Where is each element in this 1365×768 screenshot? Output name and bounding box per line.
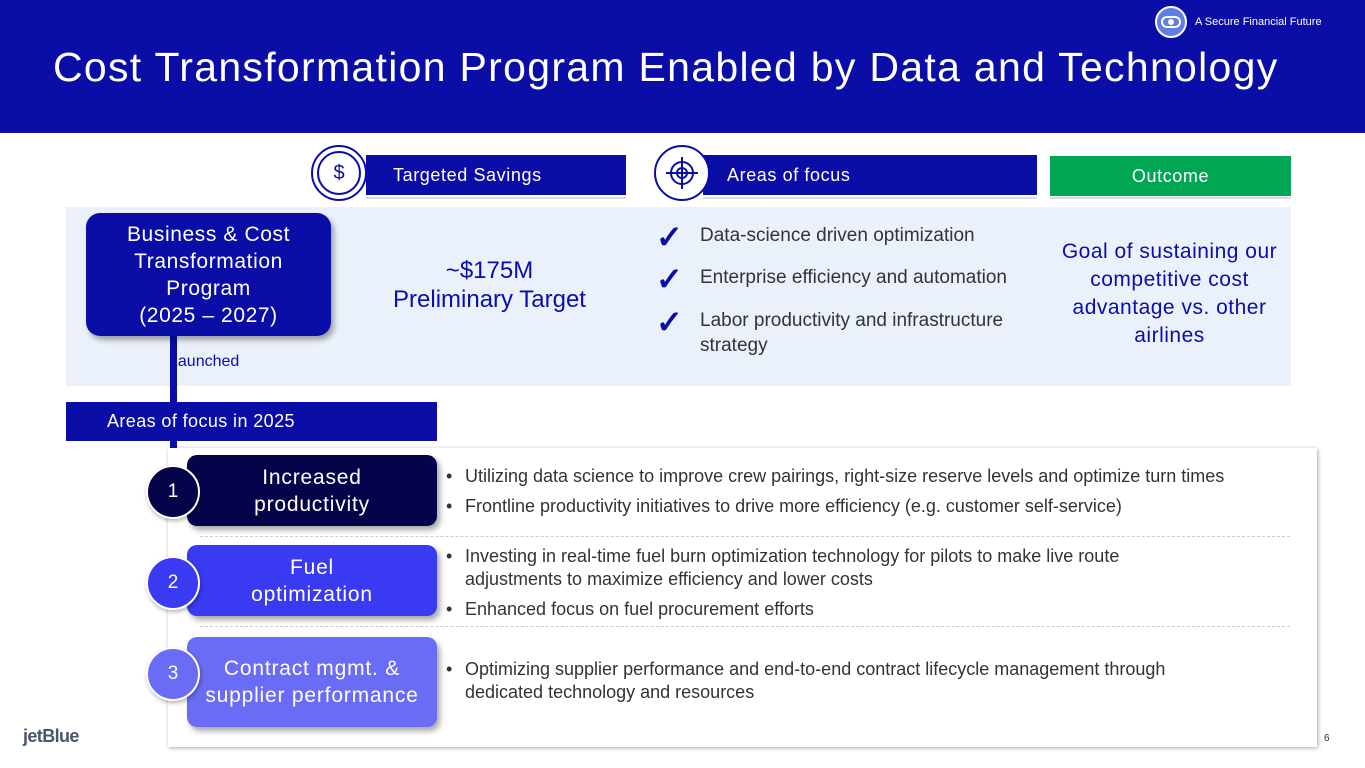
focus-item [656,304,1056,358]
jetblue-logo: jetBlue [23,726,79,746]
area-title-line: Contract mgmt. & [223,657,401,680]
targeted-savings-header [366,155,626,195]
areas-of-focus-header [703,155,1037,195]
savings-amount: ~$175M [445,257,534,284]
checkmark-icon: ✓ [656,304,683,340]
areas-of-focus-label: Areas of focus [727,164,851,185]
step-number-badge: 2 [146,556,200,610]
focus-header-shadow [703,197,1037,199]
area-title-line: supplier performance [205,684,419,707]
focus-item [656,219,1056,255]
bullet-item: • Investing in real-time fuel burn optimization technology for pilots to make live route adjustments to maximize efficiency and lower costs [446,545,1206,591]
row-divider [200,626,1290,627]
bullet-item: • Optimizing supplier performance and end-to-end contract lifecycle management through dedicated technology and resources [446,658,1246,704]
target-icon [654,145,710,201]
bullet-item: • Enhanced focus on fuel procurement efforts [446,598,1206,621]
outcome-text: Goal of sustaining our competitive cost advantage vs. other airlines [1061,240,1278,347]
program-box [86,213,331,336]
outcome-label: Outcome [1131,165,1210,186]
step-number-badge: 1 [146,465,200,519]
program-line: Business & Cost [126,222,291,246]
area-title-line: productivity [254,492,370,516]
outcome-header-shadow [1050,197,1291,199]
page-title: Cost Transformation Program Enabled by Data and Technology [53,44,1279,90]
area-title-line: Fuel [289,555,335,579]
program-line: (2025 – 2027) [139,303,278,327]
header-tagline: A Secure Financial Future [1195,16,1322,28]
focus-item-text: Enterprise efficiency and automation [700,267,1007,288]
program-line: Transformation [134,249,283,273]
program-line: Program [166,276,251,300]
savings-value [352,256,627,314]
program-status: Launched [169,353,240,370]
focus-item [656,261,1056,297]
bullet-list [446,465,1316,525]
savings-header-shadow [366,197,626,199]
bullet-item: • Frontline productivity initiatives to drive more efficiency (e.g. customer self-service) [446,495,1316,518]
step-number-badge: 3 [146,647,200,701]
checkmark-icon: ✓ [656,261,683,297]
outcome-header [1050,156,1291,196]
area-box-fuel [187,545,437,616]
row-divider [200,536,1290,537]
savings-target-label: Preliminary Target [393,286,586,313]
area-title-line: optimization [251,582,373,606]
secure-future-badge-icon [1155,6,1187,38]
bullet-list [446,658,1246,711]
bullet-list [446,545,1206,628]
areas-2025-heading [66,402,437,441]
checkmark-icon: ✓ [656,219,683,255]
area-box-productivity [187,455,437,526]
bullet-item: • Utilizing data science to improve crew pairings, right-size reserve levels and optimize turn times [446,465,1316,488]
page-number: 6 [1324,733,1330,744]
focus-item-text: Data-science driven optimization [700,225,975,246]
area-title-line: Increased [262,465,362,489]
area-box-contract [187,637,437,727]
focus-item-text: Labor productivity and infrastructure strategy [700,310,1004,356]
dollar-icon: $ [311,145,367,201]
targeted-savings-label: Targeted Savings [393,164,542,185]
areas-2025-heading-text: Areas of focus in 2025 [107,411,295,431]
